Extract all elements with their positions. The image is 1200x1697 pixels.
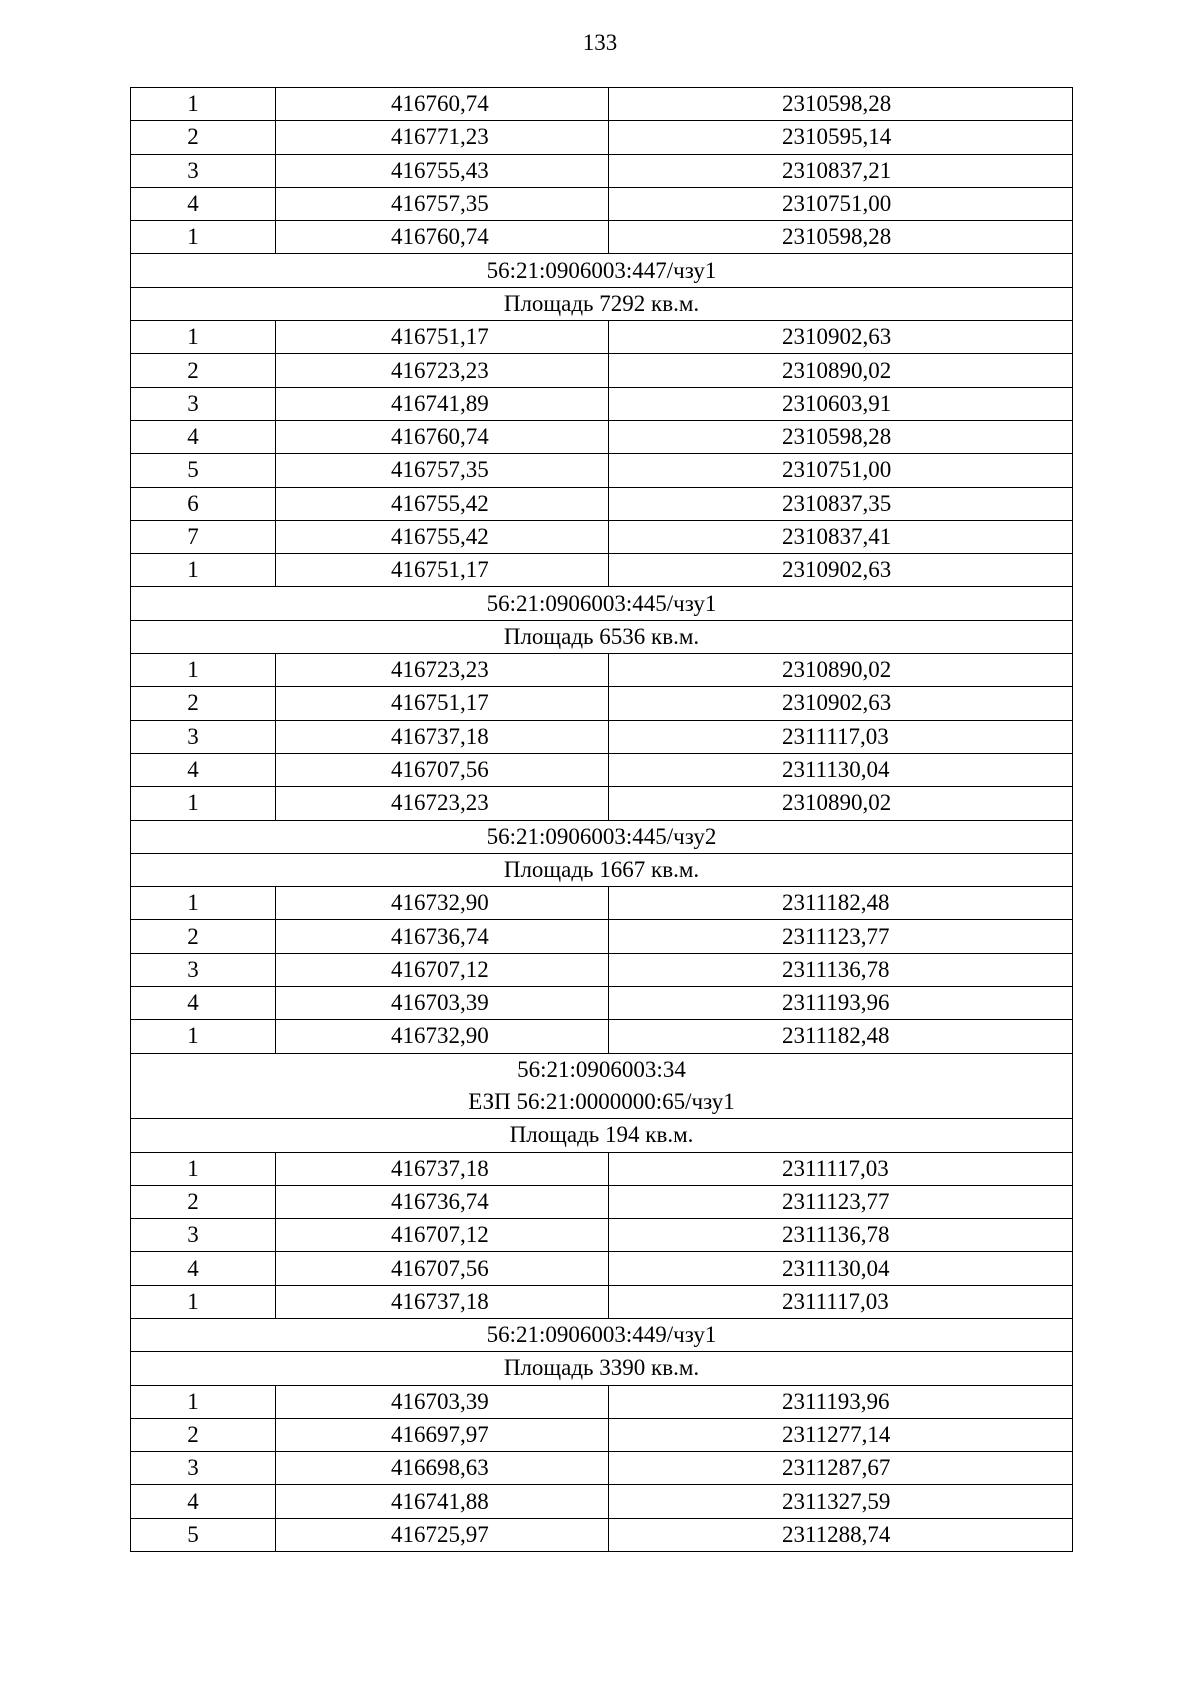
x-coordinate-cell: 416732,90 [276,887,609,920]
section-header-text: Площадь 194 кв.м. [509,1122,694,1148]
point-number-cell: 3 [131,154,276,187]
section-header-row [131,1119,1073,1152]
x-coordinate-cell: 416707,12 [276,953,609,986]
y-coordinate-cell: 2311117,03 [609,1152,1073,1185]
point-number-cell: 1 [131,321,276,354]
section-header-text: 56:21:0906003:34 [517,1056,686,1082]
table-row [131,321,1073,354]
section-header-text: Площадь 6536 кв.м. [503,623,700,649]
y-coordinate-cell: 2311193,96 [609,1385,1073,1418]
y-coordinate-cell: 2311287,67 [609,1452,1073,1485]
y-coordinate-cell: 2310890,02 [609,787,1073,820]
section-header-cell [131,587,1073,620]
section-header-text: Площадь 1667 кв.м. [503,856,700,882]
x-coordinate-cell: 416723,23 [276,354,609,387]
table-row [131,88,1073,121]
point-number-cell: 4 [131,1485,276,1518]
table-row [131,920,1073,953]
y-coordinate-cell: 2310890,02 [609,354,1073,387]
x-coordinate-cell: 416703,39 [276,1385,609,1418]
section-header-cell [131,1053,1073,1119]
table-row [131,420,1073,453]
y-coordinate-cell: 2310902,63 [609,321,1073,354]
x-coordinate-cell: 416707,12 [276,1219,609,1252]
x-coordinate-cell: 416760,74 [276,88,609,121]
table-row [131,787,1073,820]
x-coordinate-cell: 416751,17 [276,321,609,354]
section-header-row [131,1352,1073,1385]
section-header-row [131,820,1073,853]
table-row [131,654,1073,687]
point-number-cell: 1 [131,787,276,820]
x-coordinate-cell: 416707,56 [276,1252,609,1285]
table-row [131,687,1073,720]
table-row [131,1285,1073,1318]
table-row [131,121,1073,154]
point-number-cell: 1 [131,1285,276,1318]
point-number-cell: 3 [131,953,276,986]
coordinates-table-body [131,88,1073,1552]
section-header-row [131,1053,1073,1119]
section-header-cell [131,1119,1073,1152]
y-coordinate-cell: 2310603,91 [609,387,1073,420]
section-header-cell [131,254,1073,287]
table-row [131,354,1073,387]
x-coordinate-cell: 416736,74 [276,920,609,953]
section-header-text: 56:21:0906003:447/чзу1 [486,257,717,283]
y-coordinate-cell: 2311182,48 [609,1020,1073,1053]
y-coordinate-cell: 2311136,78 [609,953,1073,986]
point-number-cell: 4 [131,420,276,453]
point-number-cell: 2 [131,687,276,720]
x-coordinate-cell: 416723,23 [276,787,609,820]
table-row [131,1518,1073,1551]
table-row [131,887,1073,920]
point-number-cell: 2 [131,121,276,154]
x-coordinate-cell: 416725,97 [276,1518,609,1551]
x-coordinate-cell: 416755,43 [276,154,609,187]
point-number-cell: 1 [131,1385,276,1418]
section-header-text: 56:21:0906003:445/чзу1 [486,590,717,616]
point-number-cell: 1 [131,1152,276,1185]
y-coordinate-cell: 2311117,03 [609,1285,1073,1318]
x-coordinate-cell: 416751,17 [276,687,609,720]
y-coordinate-cell: 2310837,41 [609,520,1073,553]
point-number-cell: 1 [131,554,276,587]
table-row [131,1418,1073,1451]
point-number-cell: 6 [131,487,276,520]
point-number-cell: 7 [131,520,276,553]
section-header-cell [131,820,1073,853]
point-number-cell: 2 [131,920,276,953]
x-coordinate-cell: 416751,17 [276,554,609,587]
x-coordinate-cell: 416737,18 [276,720,609,753]
section-header-row [131,1318,1073,1351]
point-number-cell: 4 [131,987,276,1020]
table-row [131,187,1073,220]
y-coordinate-cell: 2310890,02 [609,654,1073,687]
point-number-cell: 5 [131,454,276,487]
section-header-cell [131,1318,1073,1351]
page-number: 133 [582,30,618,55]
y-coordinate-cell: 2310751,00 [609,187,1073,220]
point-number-cell: 2 [131,1418,276,1451]
point-number-cell: 3 [131,720,276,753]
table-row [131,554,1073,587]
section-header-text: 56:21:0906003:449/чзу1 [486,1322,717,1348]
x-coordinate-cell: 416755,42 [276,520,609,553]
point-number-cell: 3 [131,387,276,420]
x-coordinate-cell: 416757,35 [276,187,609,220]
point-number-cell: 1 [131,221,276,254]
x-coordinate-cell: 416737,18 [276,1285,609,1318]
table-row [131,1385,1073,1418]
point-number-cell: 2 [131,1185,276,1218]
section-header-row [131,853,1073,886]
y-coordinate-cell: 2310902,63 [609,554,1073,587]
point-number-cell: 3 [131,1219,276,1252]
x-coordinate-cell: 416697,97 [276,1418,609,1451]
y-coordinate-cell: 2311288,74 [609,1518,1073,1551]
point-number-cell: 4 [131,753,276,786]
table-row [131,221,1073,254]
point-number-cell: 1 [131,1020,276,1053]
section-header-row [131,254,1073,287]
table-row [131,454,1073,487]
y-coordinate-cell: 2310751,00 [609,454,1073,487]
y-coordinate-cell: 2310902,63 [609,687,1073,720]
x-coordinate-cell: 416771,23 [276,121,609,154]
x-coordinate-cell: 416760,74 [276,221,609,254]
point-number-cell: 4 [131,187,276,220]
table-row [131,720,1073,753]
y-coordinate-cell: 2311193,96 [609,987,1073,1020]
y-coordinate-cell: 2310595,14 [609,121,1073,154]
y-coordinate-cell: 2311277,14 [609,1418,1073,1451]
table-row [131,154,1073,187]
y-coordinate-cell: 2311327,59 [609,1485,1073,1518]
table-row [131,520,1073,553]
x-coordinate-cell: 416732,90 [276,1020,609,1053]
section-header-text: Площадь 7292 кв.м. [503,290,700,316]
point-number-cell: 1 [131,654,276,687]
section-header-cell [131,287,1073,320]
section-header-text: 56:21:0906003:445/чзу2 [486,823,717,849]
table-row [131,753,1073,786]
y-coordinate-cell: 2311182,48 [609,887,1073,920]
x-coordinate-cell: 416757,35 [276,454,609,487]
table-row [131,1185,1073,1218]
section-header-cell [131,853,1073,886]
point-number-cell: 1 [131,88,276,121]
x-coordinate-cell: 416723,23 [276,654,609,687]
x-coordinate-cell: 416755,42 [276,487,609,520]
section-header-cell [131,1352,1073,1385]
x-coordinate-cell: 416703,39 [276,987,609,1020]
x-coordinate-cell: 416741,89 [276,387,609,420]
point-number-cell: 2 [131,354,276,387]
section-header-text: ЕЗП 56:21:0000000:65/чзу1 [468,1088,735,1114]
y-coordinate-cell: 2310837,35 [609,487,1073,520]
x-coordinate-cell: 416737,18 [276,1152,609,1185]
table-row [131,987,1073,1020]
y-coordinate-cell: 2311117,03 [609,720,1073,753]
table-row [131,1020,1073,1053]
table-row [131,1485,1073,1518]
section-header-text: Площадь 3390 кв.м. [503,1355,700,1381]
section-header-row [131,587,1073,620]
y-coordinate-cell: 2311130,04 [609,753,1073,786]
x-coordinate-cell: 416760,74 [276,420,609,453]
x-coordinate-cell: 416741,88 [276,1485,609,1518]
table-row [131,953,1073,986]
y-coordinate-cell: 2311136,78 [609,1219,1073,1252]
table-row [131,1452,1073,1485]
x-coordinate-cell: 416736,74 [276,1185,609,1218]
table-row [131,1252,1073,1285]
y-coordinate-cell: 2311130,04 [609,1252,1073,1285]
table-row [131,487,1073,520]
y-coordinate-cell: 2310598,28 [609,221,1073,254]
point-number-cell: 5 [131,1518,276,1551]
section-header-row [131,287,1073,320]
point-number-cell: 3 [131,1452,276,1485]
x-coordinate-cell: 416698,63 [276,1452,609,1485]
y-coordinate-cell: 2310598,28 [609,88,1073,121]
section-header-cell [131,620,1073,653]
y-coordinate-cell: 2310598,28 [609,420,1073,453]
y-coordinate-cell: 2311123,77 [609,920,1073,953]
point-number-cell: 1 [131,887,276,920]
table-row [131,387,1073,420]
table-row [131,1219,1073,1252]
y-coordinate-cell: 2310837,21 [609,154,1073,187]
x-coordinate-cell: 416707,56 [276,753,609,786]
table-row [131,1152,1073,1185]
section-header-row [131,620,1073,653]
y-coordinate-cell: 2311123,77 [609,1185,1073,1218]
point-number-cell: 4 [131,1252,276,1285]
coordinates-table [130,87,1073,1552]
